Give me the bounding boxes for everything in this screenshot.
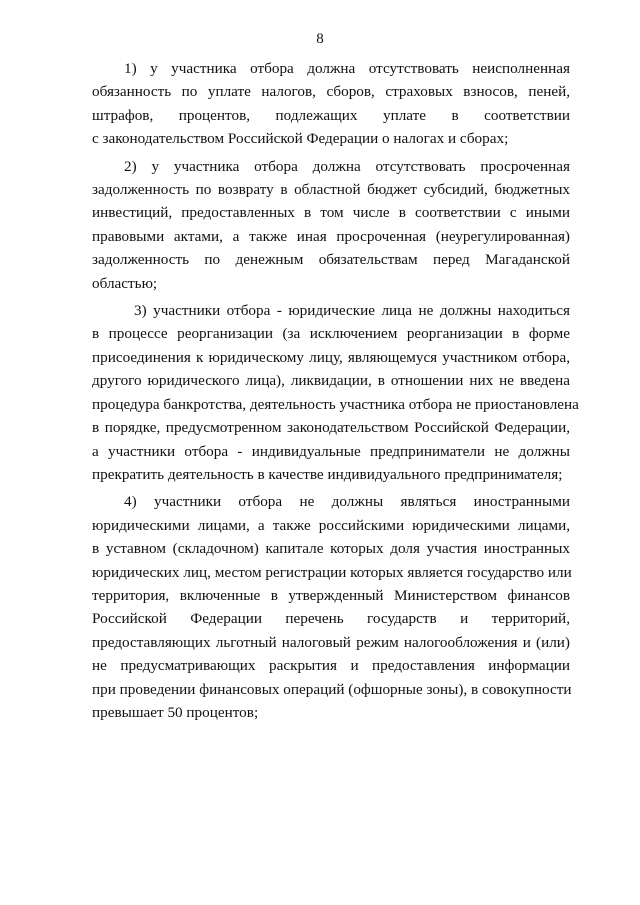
text-line: инвестиций, предоставленных в том числе в соответствии с иными (92, 204, 570, 222)
text-line: областью; (92, 274, 158, 292)
text-line: прекратить деятельность в качестве индивидуального предпринимателя; (92, 465, 563, 483)
text-line: превышает 50 процентов; (92, 703, 259, 721)
text-line: 4) участники отбора не должны являться иностранными (124, 493, 570, 511)
text-line: в уставном (складочном) капитале которых доля участия иностранных (92, 540, 570, 558)
text-line: обязанность по уплате налогов, сборов, страховых взносов, пеней, (92, 83, 570, 101)
text-line: задолженность по возврату в областной бюджет субсидий, бюджетных (92, 181, 570, 199)
text-line: задолженность по денежным обязательствам перед Магаданской (92, 251, 570, 269)
text-line: Российской Федерации перечень государств и территорий, (92, 610, 570, 628)
paragraph-1 (92, 57, 570, 151)
text-line: процедура банкротства, деятельность участника отбора не приостановлена (92, 395, 579, 413)
text-line: 2) у участника отбора должна отсутствовать просроченная (124, 157, 570, 175)
text-line: правовыми актами, а также иная просроченная (неурегулированная) (92, 227, 570, 245)
text-line: при проведении финансовых операций (офшорные зоны), в совокупности (92, 680, 572, 698)
text-line: территория, включенные в утвержденный Министерством финансов (92, 586, 570, 604)
text-line: юридических лиц, местом регистрации которых является государство или (92, 563, 572, 581)
text-line: предоставляющих льготный налоговый режим налогообложения и (или) (92, 633, 570, 651)
paragraph-4 (92, 490, 570, 724)
text-line: другого юридического лица), ликвидации, в отношении них не введена (92, 372, 570, 390)
paragraph-2 (92, 155, 570, 295)
document-body (92, 57, 579, 724)
text-line: 3) участники отбора - юридические лица не должны находиться (134, 302, 570, 320)
text-line: 1) у участника отбора должна отсутствовать неисполненная (124, 60, 570, 77)
text-line: не предусматривающих раскрытия и предоставления информации (92, 657, 570, 675)
text-line: в порядке, предусмотренном законодательством Российской Федерации, (92, 419, 570, 437)
text-line: с законодательством Российской Федерации о налогах и сборах; (92, 130, 509, 148)
text-line: в процессе реорганизации (за исключением реорганизации в форме (92, 325, 570, 343)
text-line: юридическими лицами, а также российскими юридическими лицами, (92, 516, 570, 534)
text-line: присоединения к юридическому лицу, являющемуся участником отбора, (92, 348, 570, 366)
text-line: штрафов, процентов, подлежащих уплате в соответствии (92, 106, 570, 124)
page-number: 8 (316, 31, 324, 47)
text-line: а участники отбора - индивидуальные предприниматели не должны (92, 442, 570, 460)
paragraph-3 (92, 299, 579, 486)
